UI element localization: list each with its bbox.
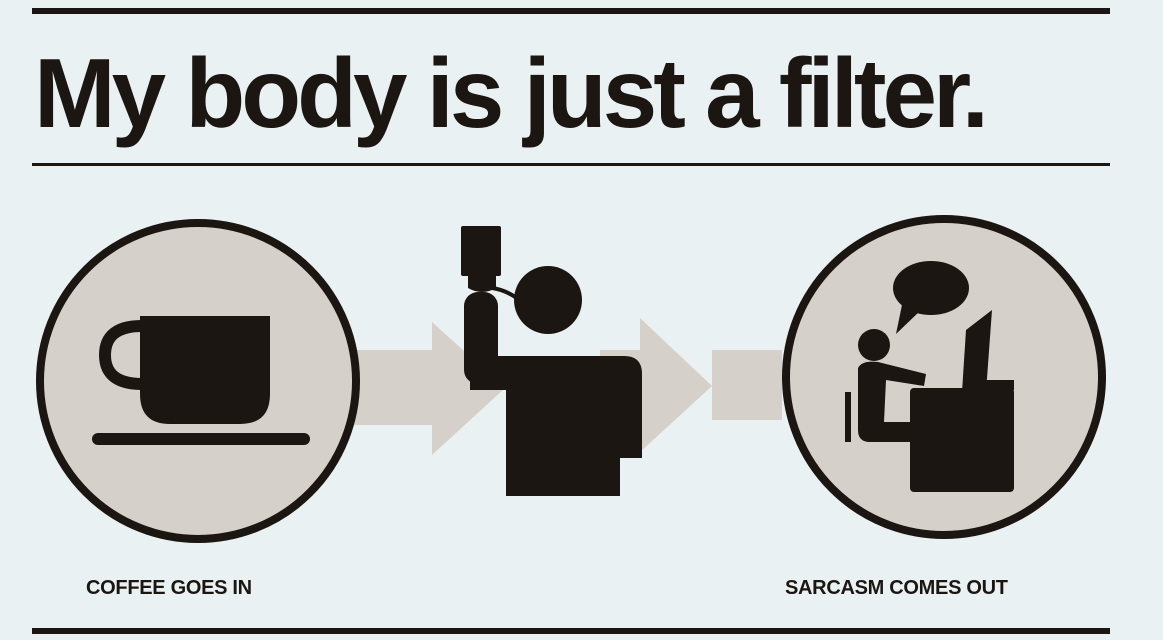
poster-title: My body is just a filter. [34,38,986,148]
person-at-computer-icon [786,219,1102,535]
caption-coffee-goes-in: COFFEE GOES IN [86,577,252,599]
person-drinking-icon [461,226,642,496]
caption-sarcasm-comes-out: SARCASM COMES OUT [785,577,1008,599]
coffee-cup-icon [40,223,356,539]
bottom-rule [32,628,1110,634]
arrow-right-icon [712,350,782,420]
